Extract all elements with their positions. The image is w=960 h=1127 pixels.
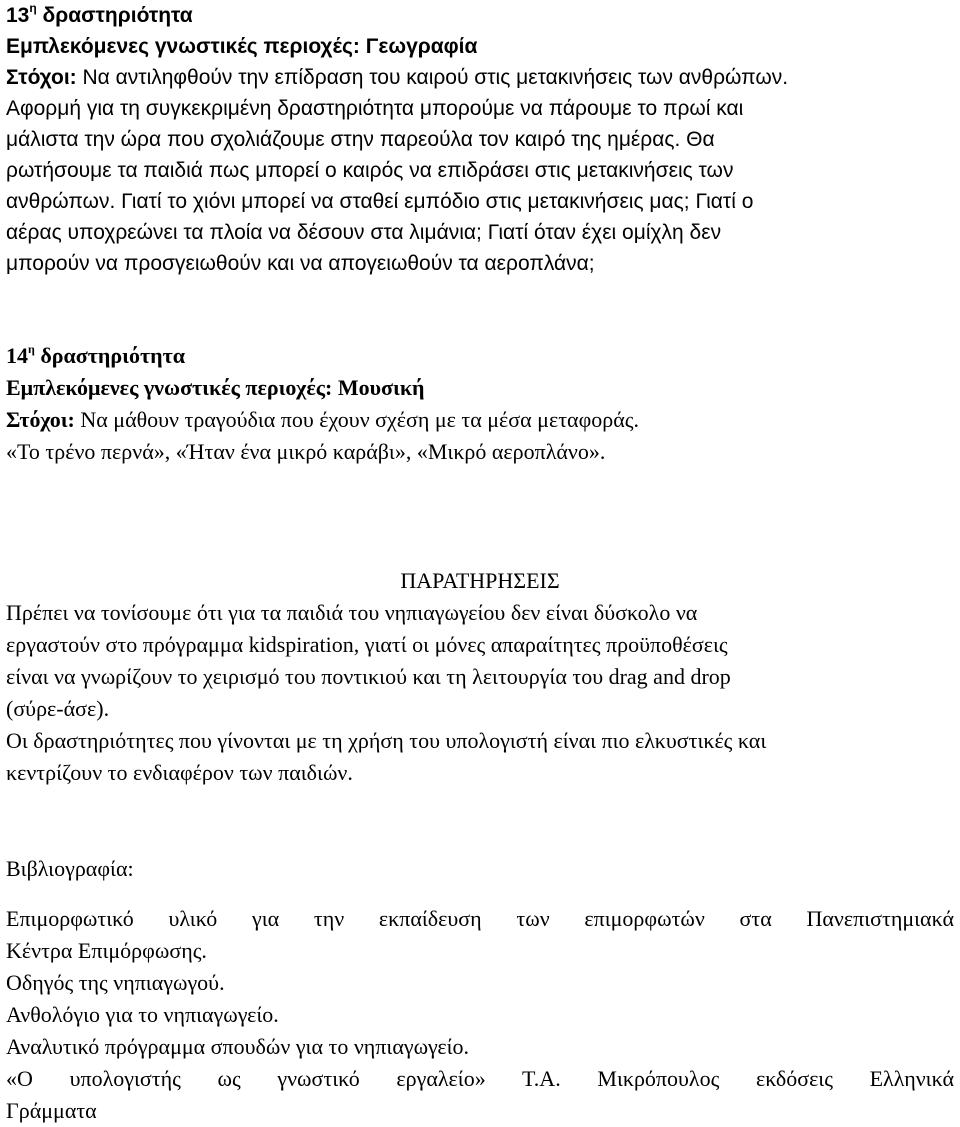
- activity-14-number: 14: [6, 343, 28, 368]
- remarks-line: Οι δραστηριότητες που γίνονται με τη χρήση του υπολογιστή είναι πιο ελκυστικές και: [6, 728, 767, 753]
- bibliography-entry: Κέντρα Επιμόρφωσης.: [6, 938, 207, 963]
- activity-13-heading: [6, 0, 954, 31]
- activity-13-areas-label: Εμπλεκόμενες γνωστικές περιοχές:: [6, 35, 360, 58]
- remarks-line: είναι να γνωρίζουν το χειρισμό του ποντικιού και τη λειτουργία του drag and drop: [6, 664, 731, 689]
- remarks-line: (σύρε-άσε).: [6, 696, 110, 721]
- activity-13-number: 13: [6, 4, 30, 27]
- bibliography-entry: Γράμματα: [6, 1098, 97, 1123]
- activity-14-section: [6, 340, 954, 468]
- remarks-heading: ΠΑΡΑΤΗΡΗΣΕΙΣ: [400, 568, 560, 593]
- activity-13-text-line: αέρας υποχρεώνει τα πλοία να δέσουν στα λιμάνια; Γιατί όταν έχει ομίχλη δεν: [6, 221, 722, 244]
- activity-13-goals-value: Να αντιληφθούν την επίδραση του καιρού στις μετακινήσεις των ανθρώπων.: [82, 66, 789, 89]
- bibliography-entry: Οδηγός της νηπιαγωγού.: [6, 970, 225, 995]
- bibliography-entry: Ανθολόγιο για το νηπιαγωγείο.: [6, 1002, 279, 1027]
- activity-13-goals: [6, 62, 954, 93]
- activity-13-title: δραστηριότητα: [42, 4, 193, 27]
- activity-14-goals: [6, 404, 954, 436]
- activity-14-areas-label: Εμπλεκόμενες γνωστικές περιοχές:: [6, 375, 333, 400]
- activity-13-text-line: ρωτήσουμε τα παιδιά πως μπορεί ο καιρός να επιδράσει στις μετακινήσεις των: [6, 159, 734, 182]
- bibliography-entry: «Ο υπολογιστής ως γνωστικό εργαλείο» Τ.Α. Μικρόπουλος εκδόσεις Ελληνικά: [6, 1066, 954, 1091]
- bibliography-heading: Βιβλιογραφία:: [6, 856, 134, 881]
- remarks-line: κεντρίζουν το ενδιαφέρον των παιδιών.: [6, 760, 353, 785]
- activity-13-areas-value: Γεωγραφία: [365, 35, 478, 58]
- bibliography-entry: Αναλυτικό πρόγραμμα σπουδών για το νηπιαγωγείο.: [6, 1034, 470, 1059]
- activity-14-heading: [6, 340, 954, 372]
- activity-13-text-line: μπορούν να προσγειωθούν και να απογειωθούν τα αεροπλάνα;: [6, 252, 595, 275]
- activity-13-section: [6, 0, 954, 279]
- activity-14-goals-label: Στόχοι:: [6, 407, 75, 432]
- activity-14-goals-value: Να μάθουν τραγούδια που έχουν σχέση με τα μέσα μεταφοράς.: [80, 407, 639, 432]
- activity-14-songs: «Το τρένο περνά», «Ήταν ένα μικρό καράβι», «Μικρό αεροπλάνο».: [6, 439, 606, 464]
- remarks-line: Πρέπει να τονίσουμε ότι για τα παιδιά του νηπιαγωγείου δεν είναι δύσκολο να: [6, 600, 698, 625]
- activity-13-text-line: μάλιστα την ώρα που σχολιάζουμε στην παρεούλα τον καιρό της ημέρας. Θα: [6, 128, 715, 151]
- activity-13-sup: η: [29, 1, 37, 15]
- bibliography-heading-block: [6, 853, 954, 885]
- remarks-section: [6, 565, 954, 789]
- bibliography-entry: Επιμορφωτικό υλικό για την εκπαίδευση των επιμορφωτών στα Πανεπιστημιακά: [6, 906, 954, 931]
- activity-13-areas: [6, 31, 954, 62]
- remarks-line: εργαστούν στο πρόγραμμα kidspiration, γιατί οι μόνες απαραίτητες προϋποθέσεις: [6, 632, 728, 657]
- activity-13-text-line: ανθρώπων. Γιατί το χιόνι μπορεί να σταθεί εμπόδιο στις μετακινήσεις μας; Γιατί ο: [6, 190, 754, 213]
- bibliography-section: [6, 903, 954, 1127]
- activity-14-areas-value: Μουσική: [337, 375, 425, 400]
- activity-14-title: δραστηριότητα: [40, 343, 186, 368]
- activity-14-areas: [6, 372, 954, 404]
- activity-13-text-line: Αφορμή για τη συγκεκριμένη δραστηριότητα μπορούμε να πάρουμε το πρωί και: [6, 97, 744, 120]
- activity-13-goals-label: Στόχοι:: [6, 66, 77, 89]
- activity-14-sup: η: [28, 342, 35, 356]
